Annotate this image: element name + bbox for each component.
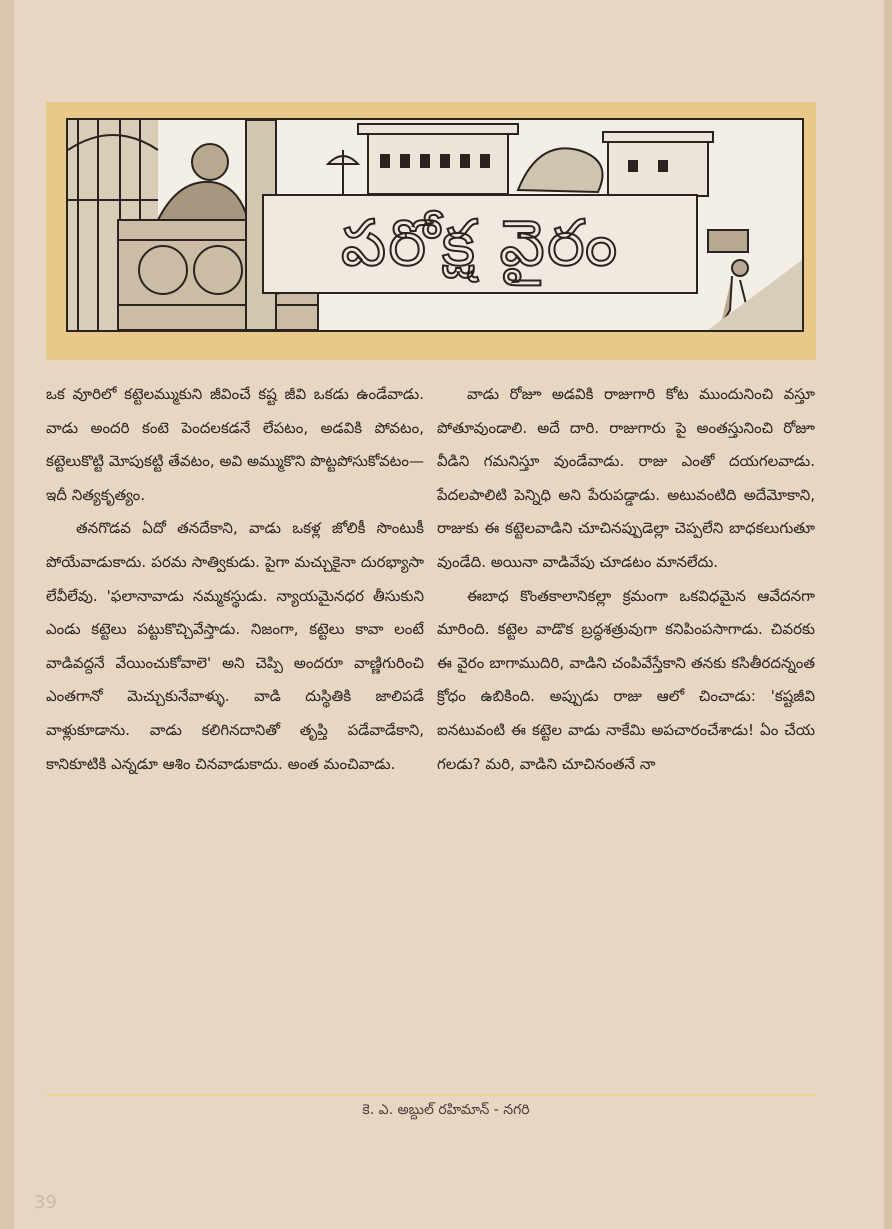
left-column — [46, 378, 424, 781]
paragraph: వాడు రోజూ అడవికి రాజుగారి కోట ముందునించి వస్తూ పోతూవుండాలి. అదే దారి. రాజుగారు పై అంతస్తునించి రోజూ వీడిని గమనిస్తూ వుండేవాడు. రాజు ఎంతో దయగలవాడు. పేదలపాలిటి పెన్నిధి అని పేరుపడ్డాడు. అటువంటిది అదేమోకాని, రాజుకు ఈ కట్టెలవాడిని చూచినప్పుడెల్లా చెప్పలేని బాధకలుగుతూ వుండేది. అయినా వాడివేపు చూడటం మానలేదు. — [437, 385, 815, 571]
page-edge-left — [0, 0, 14, 1229]
story-title: పరోక్ష వైరం — [340, 207, 620, 281]
title-box — [262, 194, 698, 294]
paragraph: తనగొడవ ఏదో తనదేకాని, వాడు ఒకళ్ల జోలికీ సొంటుకీ పోయేవాడుకాదు. పరమ సాత్వికుడు. పైగా మచ్చుకైనా దురభ్యాసా లేవీలేవు. 'ఫలానావాడు నమ్మకస్థుడు. న్యాయమైనధర తీసుకుని ఎండు కట్టెలు పట్టుకొచ్చివేస్తాడు. నిజంగా, కట్టెలు కావా లంటే వాడివద్దనే వేయించుకోవాలె' అని చెప్పి అందరూ వాణ్ణిగురించి ఎంతగానో మెచ్చుకునేవాళ్ళు. వాడి దుస్థితికి జాలిపడే వాళ్లుకూడాను. వాడు కలిగినదానితో తృప్తి పడేవాడేకాని, కానికూటికి ఎన్నడూ ఆశిం చినవాడుకాదు. అంత మంచివాడు. — [46, 519, 424, 773]
page-edge-right — [884, 0, 892, 1229]
paragraph: ఒక వూరిలో కట్టెలమ్ముకుని జీవించే కష్ట జీవి ఒకడు ఉండేవాడు. వాడు అందరి కంటె పెందలకడనే లేపటం, అడవికి పోవటం, కట్టెలుకొట్టి మోపుకట్టి తేవటం, అవి అమ్ముకొని పొట్టపోసుకోవటం—ఇదీ నిత్యకృత్యం. — [46, 385, 424, 504]
paragraph: ఈబాధ కొంతకాలానికల్లా క్రమంగా ఒకవిధమైన ఆవేదనగా మారింది. కట్టెల వాడొక బ్రద్ధశత్రువుగా కనిపింపసాగాడు. చివరకు ఈ వైరం బాగాముదిరి, వాడిని చంపివేస్తేకాని తనకు కసితీరదన్నంత క్రోధం ఉబికింది. అప్పుడు రాజు ఆలో చించాడు: 'కష్టజీవి ఐనటువంటి ఈ కట్టెల వాడు నాకేమి అపచారంచేశాడు! ఏం చేయ గలడు? మరి, వాడిని చూచినంతనే నా — [437, 586, 815, 773]
divider — [46, 1094, 816, 1096]
right-column — [437, 378, 815, 781]
page-number: 39 — [34, 1192, 57, 1213]
author-credit: కె. ఎ. అబ్దుల్ రహిమాన్ - నగరి — [362, 1102, 530, 1118]
